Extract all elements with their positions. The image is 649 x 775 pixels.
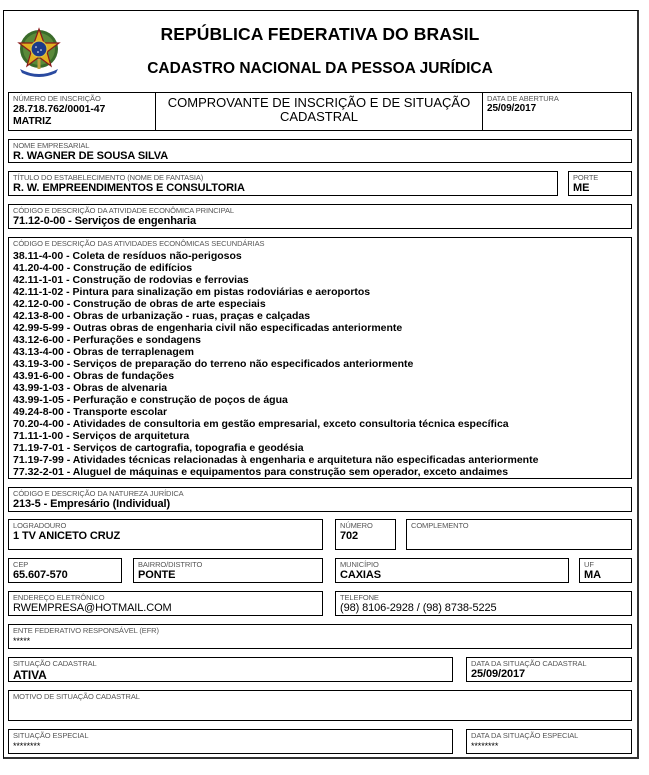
- logradouro-value: 1 TV ANICETO CRUZ: [13, 530, 121, 542]
- data-situacao-especial-box: [466, 729, 632, 754]
- titulo-estabelecimento-box: [8, 171, 558, 196]
- email-value: RWEMPRESA@HOTMAIL.COM: [13, 602, 172, 614]
- efr-label: ENTE FEDERATIVO RESPONSÁVEL (EFR): [13, 626, 159, 635]
- natureza-juridica-value: 213-5 - Empresário (Individual): [13, 498, 171, 510]
- abertura-box: [482, 92, 632, 131]
- complemento-box: [406, 519, 632, 550]
- cep-label: CEP: [13, 560, 29, 569]
- atividades-secundarias-box: [8, 237, 632, 479]
- logradouro-box: [8, 519, 323, 550]
- list-item: 38.11-4-00 - Coleta de resíduos não-perigosos: [13, 250, 242, 262]
- list-item: 43.99-1-05 - Perfuração e construção de poços de água: [13, 394, 288, 406]
- list-item: 43.91-6-00 - Obras de fundações: [13, 370, 175, 382]
- data-situacao-cadastral-value: 25/09/2017: [471, 668, 526, 680]
- atividade-principal-label: CÓDIGO E DESCRIÇÃO DA ATIVIDADE ECONÔMICA PRINCIPAL: [13, 206, 234, 215]
- telefone-box: [335, 591, 632, 616]
- situacao-especial-value: ********: [13, 741, 41, 751]
- municipio-value: CAXIAS: [340, 569, 381, 581]
- situacao-cadastral-box: [8, 657, 453, 682]
- list-item: 43.19-3-00 - Serviços de preparação do terreno não especificados anteriormente: [13, 358, 414, 370]
- email-label: ENDEREÇO ELETRÔNICO: [13, 593, 105, 602]
- complemento-label: COMPLEMENTO: [411, 521, 469, 530]
- municipio-label: MUNICÍPIO: [340, 560, 379, 569]
- list-item: 71.19-7-99 - Atividades técnicas relacionadas à engenharia e arquitetura não especificadas anteriormente: [13, 454, 539, 466]
- telefone-label: TELEFONE: [340, 593, 379, 602]
- logradouro-label: LOGRADOURO: [13, 521, 67, 530]
- telefone-value: (98) 8106-2928 / (98) 8738-5225: [340, 602, 497, 614]
- list-item: 71.19-7-01 - Serviços de cartografia, topografia e geodésia: [13, 442, 304, 454]
- municipio-box: [335, 558, 569, 583]
- situacao-cadastral-label: SITUAÇÃO CADASTRAL: [13, 659, 97, 668]
- list-item: 77.32-2-01 - Aluguel de máquinas e equipamentos para construção sem operador, exceto andaimes: [13, 466, 509, 478]
- uf-box: [579, 558, 632, 583]
- atividades-secundarias-list: [13, 250, 538, 478]
- efr-box: [8, 624, 632, 649]
- abertura-value: 25/09/2017: [487, 103, 537, 114]
- natureza-juridica-label: CÓDIGO E DESCRIÇÃO DA NATUREZA JURÍDICA: [13, 489, 184, 498]
- list-item: 70.20-4-00 - Atividades de consultoria em gestão empresarial, exceto consultoria técnica específica: [13, 418, 509, 430]
- abertura-label: DATA DE ABERTURA: [487, 94, 559, 103]
- titulo-estabelecimento-value: R. W. EMPREENDIMENTOS E CONSULTORIA: [13, 182, 245, 194]
- cep-value: 65.607-570: [13, 569, 68, 581]
- email-box: [8, 591, 323, 616]
- list-item: 43.13-4-00 - Obras de terraplenagem: [13, 346, 194, 358]
- page-subtitle: CADASTRO NACIONAL DA PESSOA JURÍDICA: [147, 60, 493, 77]
- comprovante-line1: COMPROVANTE DE INSCRIÇÃO E DE SITUAÇÃO: [167, 95, 471, 110]
- atividade-principal-value: 71.12-0-00 - Serviços de engenharia: [13, 215, 196, 227]
- data-situacao-cadastral-label: DATA DA SITUAÇÃO CADASTRAL: [471, 659, 587, 668]
- uf-label: UF: [584, 560, 594, 569]
- data-situacao-especial-label: DATA DA SITUAÇÃO ESPECIAL: [471, 731, 579, 740]
- list-item: 42.12-0-00 - Construção de obras de arte especiais: [13, 298, 266, 310]
- natureza-juridica-box: [8, 487, 632, 512]
- list-item: 42.13-8-00 - Obras de urbanização - ruas, praças e calçadas: [13, 310, 311, 322]
- bairro-box: [133, 558, 323, 583]
- porte-label: PORTE: [573, 173, 599, 182]
- tipo-value: MATRIZ: [13, 115, 52, 127]
- situacao-cadastral-value: ATIVA: [13, 668, 47, 682]
- uf-value: MA: [584, 569, 601, 581]
- list-item: 43.12-6-00 - Perfurações e sondagens: [13, 334, 201, 346]
- titulo-estabelecimento-label: TÍTULO DO ESTABELECIMENTO (NOME DE FANTASIA): [13, 173, 204, 182]
- porte-box: [568, 171, 632, 196]
- porte-value: ME: [573, 182, 590, 194]
- comprovante-line2: CADASTRAL: [279, 109, 359, 124]
- data-situacao-especial-value: ********: [471, 741, 499, 751]
- bairro-value: PONTE: [138, 569, 176, 581]
- list-item: 49.24-8-00 - Transporte escolar: [13, 406, 168, 418]
- nome-empresarial-box: [8, 139, 632, 163]
- motivo-situacao-box: [8, 690, 632, 721]
- cnpj-value: 28.718.762/0001-47: [13, 103, 106, 115]
- comprovante-title: [156, 96, 482, 124]
- comprovante-title-box: [155, 92, 483, 131]
- list-item: 43.99-1-03 - Obras de alvenaria: [13, 382, 168, 394]
- efr-value: *****: [13, 636, 31, 646]
- nome-empresarial-label: NOME EMPRESARIAL: [13, 141, 90, 150]
- page-title: REPÚBLICA FEDERATIVA DO BRASIL: [160, 24, 480, 44]
- situacao-especial-box: [8, 729, 453, 754]
- bairro-label: BAIRRO/DISTRITO: [138, 560, 203, 569]
- nome-empresarial-value: R. WAGNER DE SOUSA SILVA: [13, 150, 169, 162]
- list-item: 71.11-1-00 - Serviços de arquitetura: [13, 430, 190, 442]
- atividades-secundarias-label: CÓDIGO E DESCRIÇÃO DAS ATIVIDADES ECONÔMICAS SECUNDÁRIAS: [13, 239, 265, 248]
- data-situacao-cadastral-box: [466, 657, 632, 682]
- cep-box: [8, 558, 122, 583]
- inscricao-box: [8, 92, 156, 131]
- numero-label: NÚMERO: [340, 521, 373, 530]
- list-item: 42.11-1-02 - Pintura para sinalização em pistas rodoviárias e aeroportos: [13, 286, 371, 298]
- list-item: 41.20-4-00 - Construção de edifícios: [13, 262, 193, 274]
- atividade-principal-box: [8, 204, 632, 229]
- inscricao-label: NÚMERO DE INSCRIÇÃO: [13, 94, 101, 103]
- numero-box: [335, 519, 396, 550]
- motivo-situacao-label: MOTIVO DE SITUAÇÃO CADASTRAL: [13, 692, 140, 701]
- situacao-especial-label: SITUAÇÃO ESPECIAL: [13, 731, 89, 740]
- numero-value: 702: [340, 530, 359, 542]
- list-item: 42.99-5-99 - Outras obras de engenharia civil não especificadas anteriormente: [13, 322, 403, 334]
- list-item: 42.11-1-01 - Construção de rodovias e ferrovias: [13, 274, 249, 286]
